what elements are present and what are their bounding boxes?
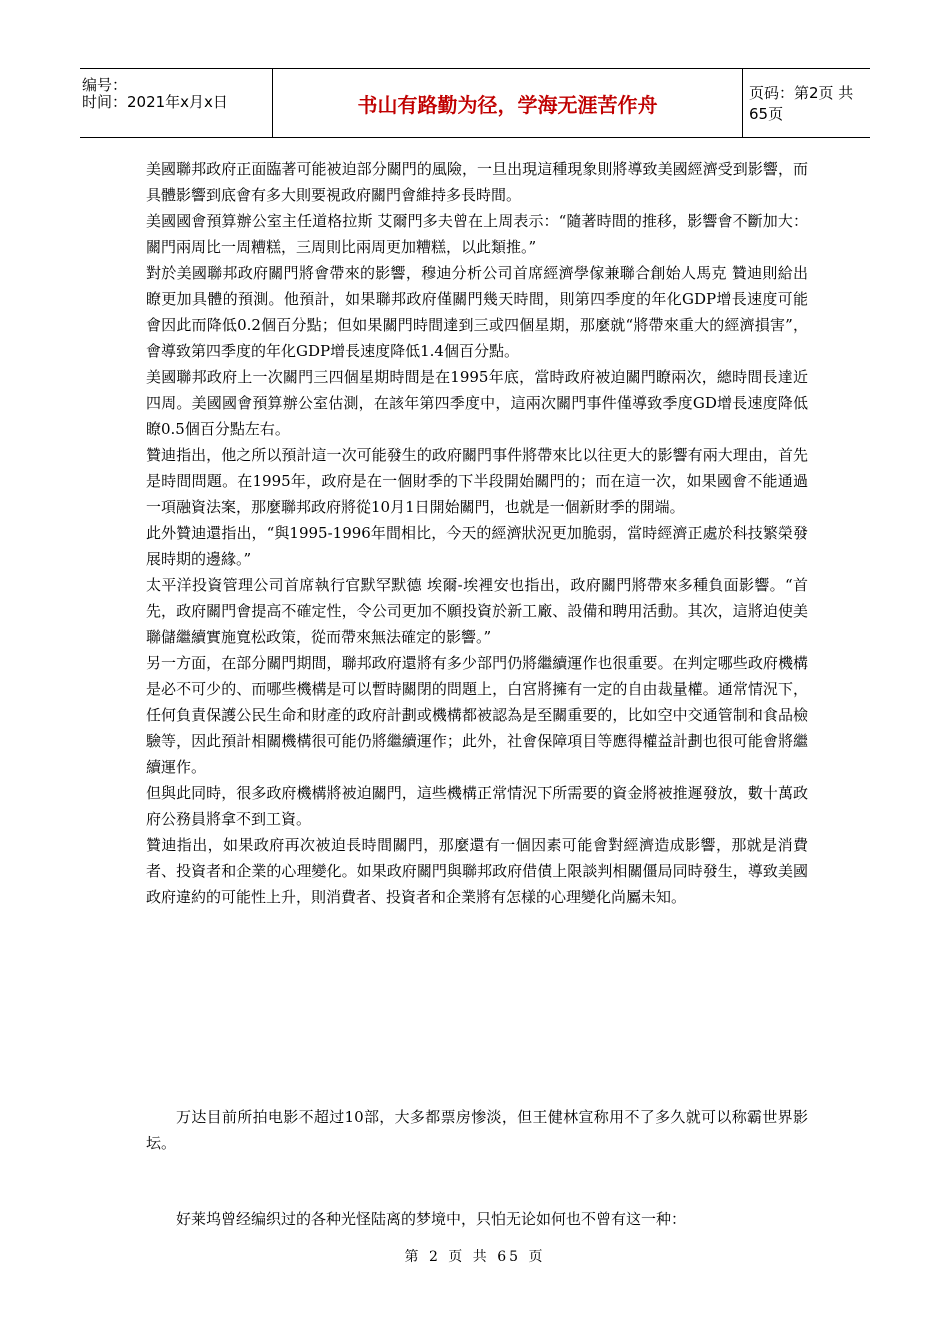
paragraph: 太平洋投資管理公司首席執行官默罕默德 埃爾-埃裡安也指出，政府關門將帶來多種負面影響。“首先，政府關門會提高不確定性，令公司更加不願投資於新工廠、設備和聘用活動。其次，這將迫使美聯儲繼續實施寬松政策，從而帶來無法確定的影響。” [146, 576, 808, 646]
paragraph: 但與此同時，很多政府機構將被迫關門，這些機構正常情況下所需要的資金將被推遲發放，數十萬政府公務員將拿不到工資。 [146, 784, 808, 828]
header-motto-cell [272, 69, 743, 137]
header-left-cell [80, 69, 272, 137]
paragraph: 贊迪指出，他之所以預計這一次可能發生的政府關門事件將帶來比以往更大的影響有兩大理由，首先是時間問題。在1995年，政府是在一個財季的下半段開始關門的；而在這一次，如果國會不能通過一項融資法案，那麼聯邦政府將從10月1日開始關門，也就是一個新財季的開端。 [146, 446, 808, 516]
paragraph: 美國國會預算辦公室主任道格拉斯 艾爾門多夫曾在上周表示：“隨著時間的推移，影響會不斷加大：關門兩周比一周糟糕，三周則比兩周更加糟糕，以此類推。” [146, 212, 808, 256]
extra-paragraph-wanda: 万达目前所拍电影不超过10部，大多都票房惨淡，但王健林宣称用不了多久就可以称霸世界影坛。 [146, 1108, 808, 1152]
motto-text: 书山有路勤为径，学海无涯苦作舟 [357, 92, 658, 117]
number-label: 编号： [82, 76, 128, 94]
header-page-info: 页码：第2页 共65页 [749, 84, 854, 123]
paragraph: 美國聯邦政府上一次關門三四個星期時間是在1995年底，當時政府被迫關門瞭兩次，總時間長達近四周。美國國會預算辦公室估測，在該年第四季度中，這兩次關門事件僅導致季度GD增長速度降低瞭0.5個百分點左右。 [146, 368, 808, 438]
paragraph: 對於美國聯邦政府關門將會帶來的影響，穆迪分析公司首席經濟學傢兼聯合創始人馬克 贊迪則給出瞭更加具體的預測。他預計，如果聯邦政府僅關門幾天時間，則第四季度的年化GDP增長速度可能會因此而降低0.2個百分點；但如果關門時間達到三或四個星期，那麼就“將帶來重大的經濟損害”，會導致第四季度的年化GDP增長速度降低1.4個百分點。 [146, 264, 808, 360]
paragraph: 贊迪指出，如果政府再次被迫長時間關門，那麼還有一個因素可能會對經濟造成影響，那就是消費者、投資者和企業的心理變化。如果政府關門與聯邦政府借債上限談判相關僵局同時發生，導致美國政府違約的可能性上升，則消費者、投資者和企業將有怎樣的心理變化尚屬未知。 [146, 836, 808, 906]
page-header [80, 68, 870, 138]
extra-paragraph-hollywood: 好莱坞曾经编织过的各种光怪陆离的梦境中，只怕无论如何也不曾有这一种： [176, 1210, 687, 1228]
page-footer: 第 2 页 共 65 页 [404, 1249, 546, 1265]
date-label: 时间：2021年x月x日 [82, 93, 228, 111]
paragraph: 此外贊迪還指出，“與1995-1996年間相比，今天的經濟狀況更加脆弱，當時經濟正處於科技繁榮發展時期的邊緣。” [146, 524, 808, 568]
paragraph: 美國聯邦政府正面臨著可能被迫部分關門的風險，一旦出現這種現象則將導致美國經濟受到影響，而具體影響到底會有多大則要視政府關門會維持多長時間。 [146, 160, 808, 204]
article-body [146, 156, 808, 910]
paragraph: 另一方面，在部分關門期間，聯邦政府還將有多少部門仍將繼續運作也很重要。在判定哪些政府機構是必不可少的、而哪些機構是可以暫時關閉的問題上，白宮將擁有一定的自由裁量權。通常情況下，任何負責保護公民生命和財產的政府計劃或機構都被認為是至關重要的，比如空中交通管制和食品檢驗等，因此預計相關機構很可能仍將繼續運作；此外，社會保障項目等應得權益計劃也很可能會將繼續運作。 [146, 654, 808, 776]
